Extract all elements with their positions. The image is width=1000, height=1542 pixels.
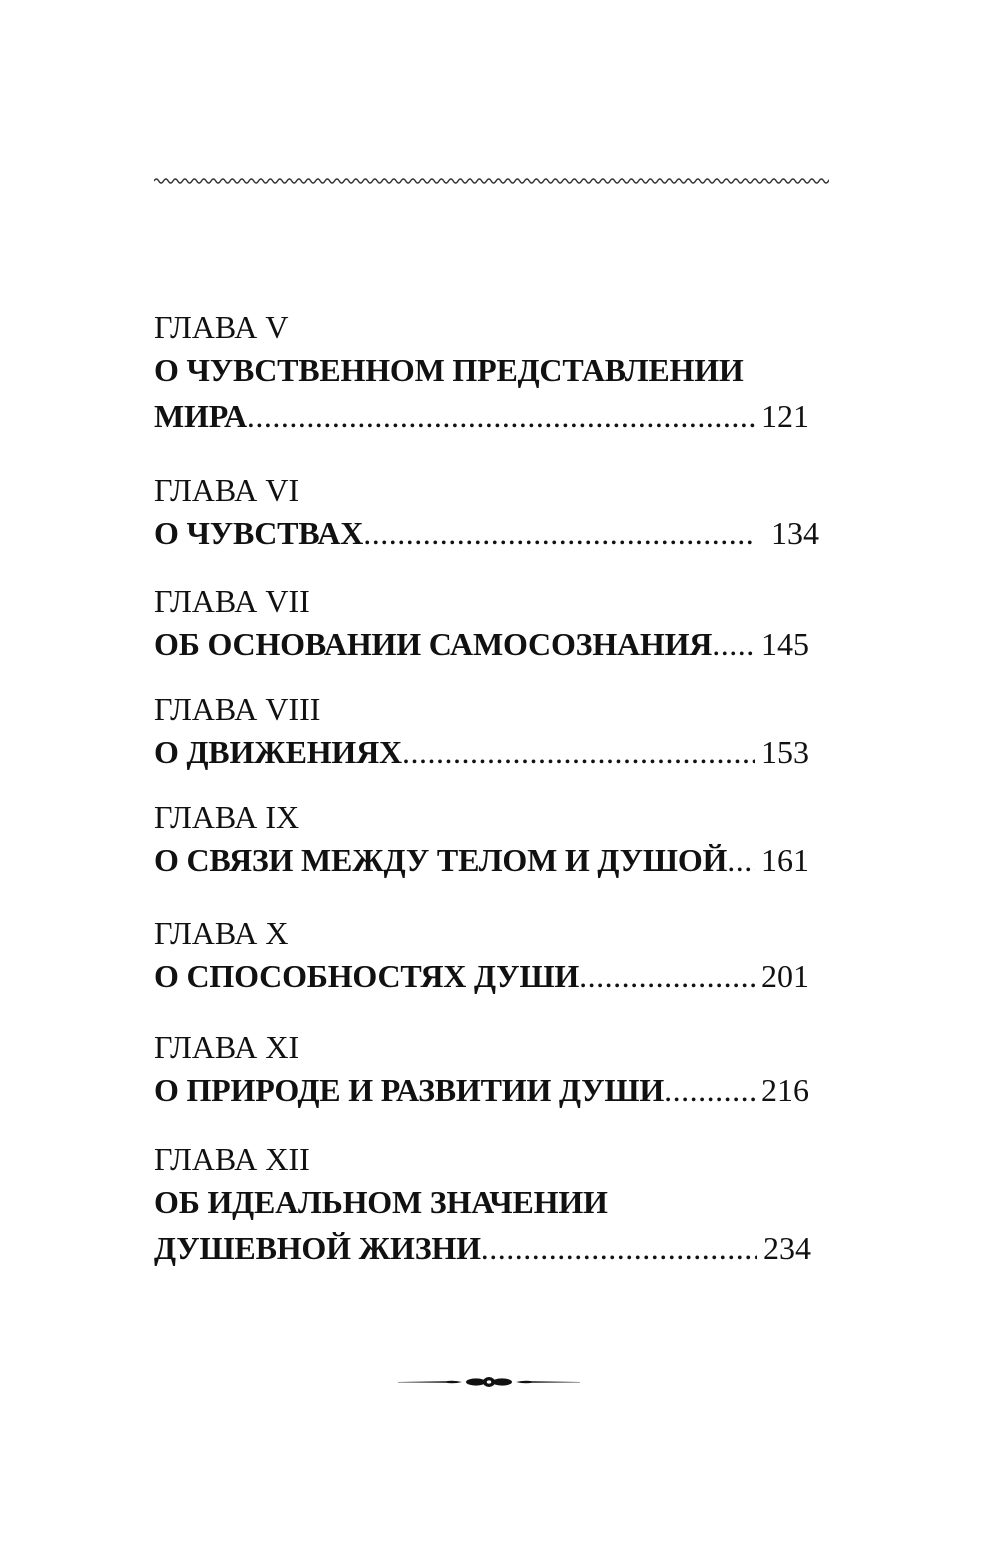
chapter-title-line: О ЧУВСТВЕННОМ ПРЕДСТАВЛЕНИИ: [154, 352, 744, 388]
chapter-title: МИРА: [154, 398, 247, 434]
dot-leader: [727, 837, 755, 883]
chapter-label: ГЛАВА XII: [154, 1141, 310, 1177]
chapter-label: ГЛАВА VI: [154, 472, 300, 508]
page-number: 145: [761, 626, 809, 662]
chapter-label: ГЛАВА V: [154, 309, 289, 345]
toc-entry: [154, 797, 854, 883]
chapter-label: ГЛАВА IX: [154, 799, 300, 835]
toc-line[interactable]: [154, 729, 809, 775]
toc-entry: [154, 689, 854, 775]
toc-line[interactable]: [154, 837, 809, 883]
toc-entry: [154, 1139, 854, 1271]
chapter-label: ГЛАВА XI: [154, 1029, 300, 1065]
chapter-title: О ЧУВСТВАХ: [154, 515, 364, 551]
page-number: 153: [761, 734, 809, 770]
page-number: 134: [771, 515, 819, 551]
chapter-title: ДУШЕВНОЙ ЖИЗНИ: [154, 1230, 481, 1266]
toc-line[interactable]: [154, 1225, 811, 1271]
dot-leader: [712, 621, 755, 667]
dot-leader: [247, 393, 755, 439]
chapter-title-line: ОБ ИДЕАЛЬНОМ ЗНАЧЕНИИ: [154, 1184, 608, 1220]
table-of-contents: [154, 307, 854, 1271]
toc-entry: [154, 470, 854, 556]
toc-line[interactable]: [154, 621, 809, 667]
dot-leader: [481, 1225, 757, 1271]
toc-entry: [154, 913, 854, 999]
page-number: 234: [763, 1230, 811, 1266]
dot-leader: [363, 510, 753, 556]
wavy-divider: [154, 174, 829, 188]
toc-line[interactable]: [154, 953, 809, 999]
chapter-title: ОБ ОСНОВАНИИ САМОСОЗНАНИЯ: [154, 626, 713, 662]
dot-leader: [402, 729, 755, 775]
dot-leader: [664, 1067, 755, 1113]
chapter-title: О СПОСОБНОСТЯХ ДУШИ: [154, 958, 580, 994]
chapter-title: О ПРИРОДЕ И РАЗВИТИИ ДУШИ: [154, 1072, 665, 1108]
ornament-divider: [396, 1370, 582, 1394]
toc-entry: [154, 1027, 854, 1113]
chapter-label: ГЛАВА VIII: [154, 691, 321, 727]
toc-line[interactable]: [154, 510, 819, 556]
chapter-title: О СВЯЗИ МЕЖДУ ТЕЛОМ И ДУШОЙ: [154, 842, 728, 878]
toc-entry: [154, 581, 854, 667]
dot-leader: [579, 953, 755, 999]
chapter-title: О ДВИЖЕНИЯХ: [154, 734, 402, 770]
chapter-label: ГЛАВА X: [154, 915, 289, 951]
page-number: 201: [761, 958, 809, 994]
page-number: 161: [761, 842, 809, 878]
toc-line[interactable]: [154, 1067, 809, 1113]
page-number: 121: [761, 398, 809, 434]
toc-line[interactable]: [154, 393, 809, 439]
toc-entry: [154, 307, 854, 439]
page-number: 216: [761, 1072, 809, 1108]
chapter-label: ГЛАВА VII: [154, 583, 310, 619]
